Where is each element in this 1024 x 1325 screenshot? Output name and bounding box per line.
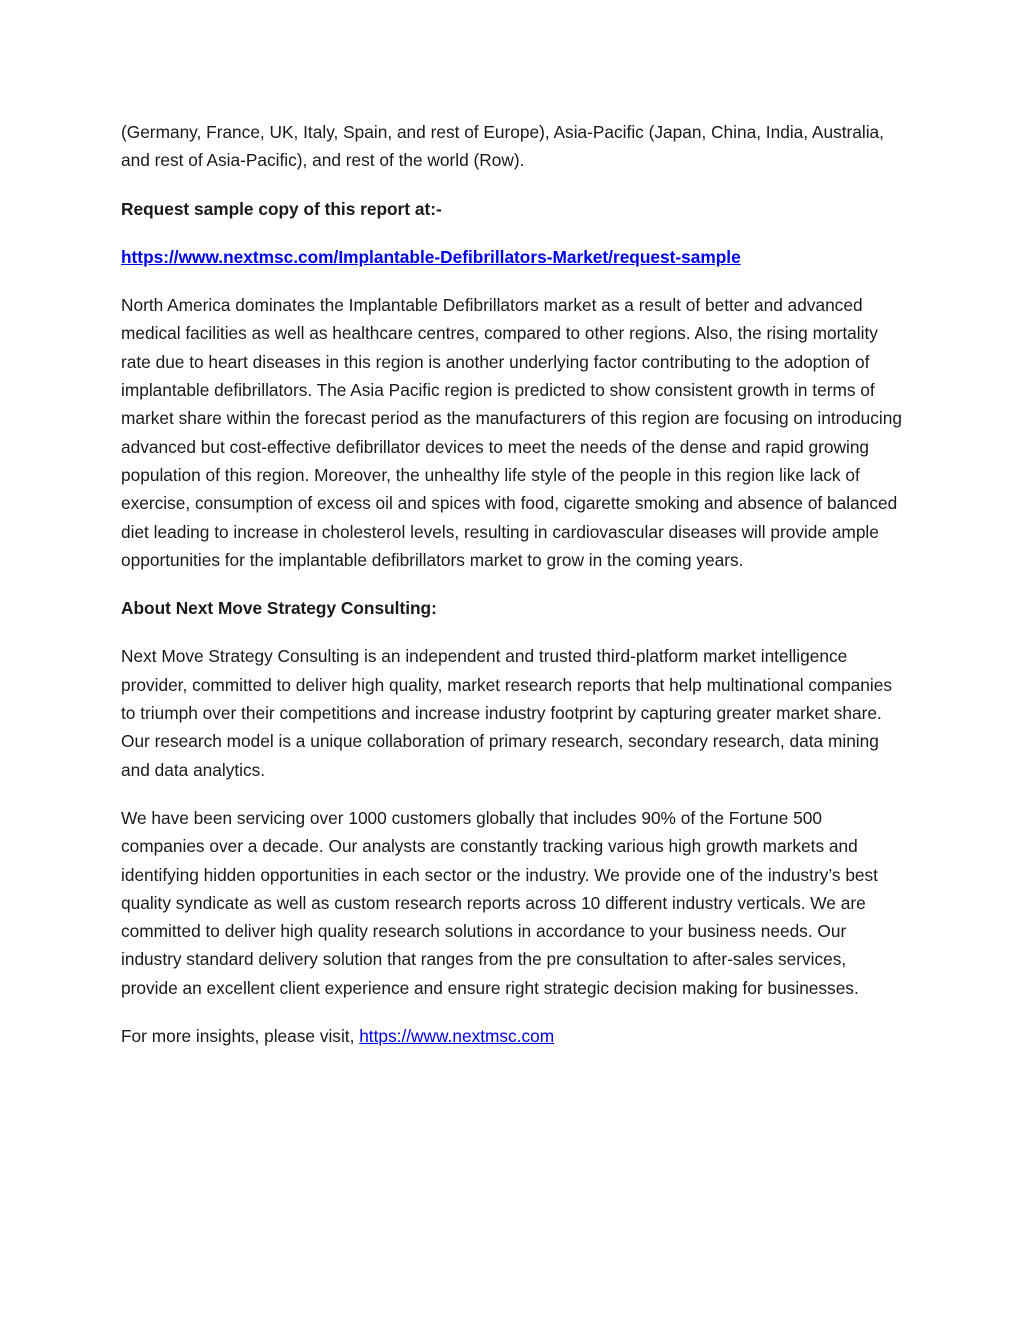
regions-paragraph: (Germany, France, UK, Italy, Spain, and rest of Europe), Asia-Pacific (Japan, China, India, Australia, and rest of Asia-Pacific), and rest of the world (Row). xyxy=(121,122,884,171)
request-link-line xyxy=(121,243,906,271)
document-page xyxy=(121,118,906,1070)
insights-prefix: For more insights, please visit, xyxy=(121,1026,360,1047)
website-link[interactable]: https://www.nextmsc.com xyxy=(359,1026,555,1047)
about-heading: About Next Move Strategy Consulting: xyxy=(121,598,437,619)
about-paragraph: Next Move Strategy Consulting is an independent and trusted third-platform market intelligence provider, committed to deliver high quality, market research reports that help multinational companies to triumph over their competitions and increase industry footprint by capturing greater market share. Our research model is a unique collaboration of primary research, secondary research, data mining and data analytics. xyxy=(121,646,892,780)
request-sample-link[interactable]: https://www.nextmsc.com/Implantable-Defibrillators-Market/request-sample xyxy=(121,246,741,267)
request-sample-heading: Request sample copy of this report at:- xyxy=(121,198,442,219)
market-paragraph: North America dominates the Implantable Defibrillators market as a result of better and advanced medical facilities as well as healthcare centres, compared to other regions. Also, the rising mortality rate due to heart diseases in this region is another underlying factor contributing to the adoption of implantable defibrillators. The Asia Pacific region is predicted to show consistent growth in terms of market share within the forecast period as the manufacturers of this region are focusing on introducing advanced but cost-effective defibrillator devices to meet the needs of the dense and rapid growing population of this region. Moreover, the unhealthy life style of the people in this region like lack of exercise, consumption of excess oil and spices with food, cigarette smoking and absence of balanced diet leading to increase in cholesterol levels, resulting in cardiovascular diseases will provide ample opportunities for the implantable defibrillators market to grow in the coming years. xyxy=(121,295,902,570)
services-paragraph: We have been servicing over 1000 customers globally that includes 90% of the Fortune 500 companies over a decade. Our analysts are constantly tracking various high growth markets and identifying hidden opportunities in each sector or the industry. We provide one of the industry’s best quality syndicate as well as custom research reports across 10 different industry verticals. We are committed to deliver high quality research solutions in accordance to your business needs. Our industry standard delivery solution that ranges from the pre consultation to after-sales services, provide an excellent client experience and ensure right strategic decision making for businesses. xyxy=(121,807,878,998)
insights-line xyxy=(121,1022,906,1050)
